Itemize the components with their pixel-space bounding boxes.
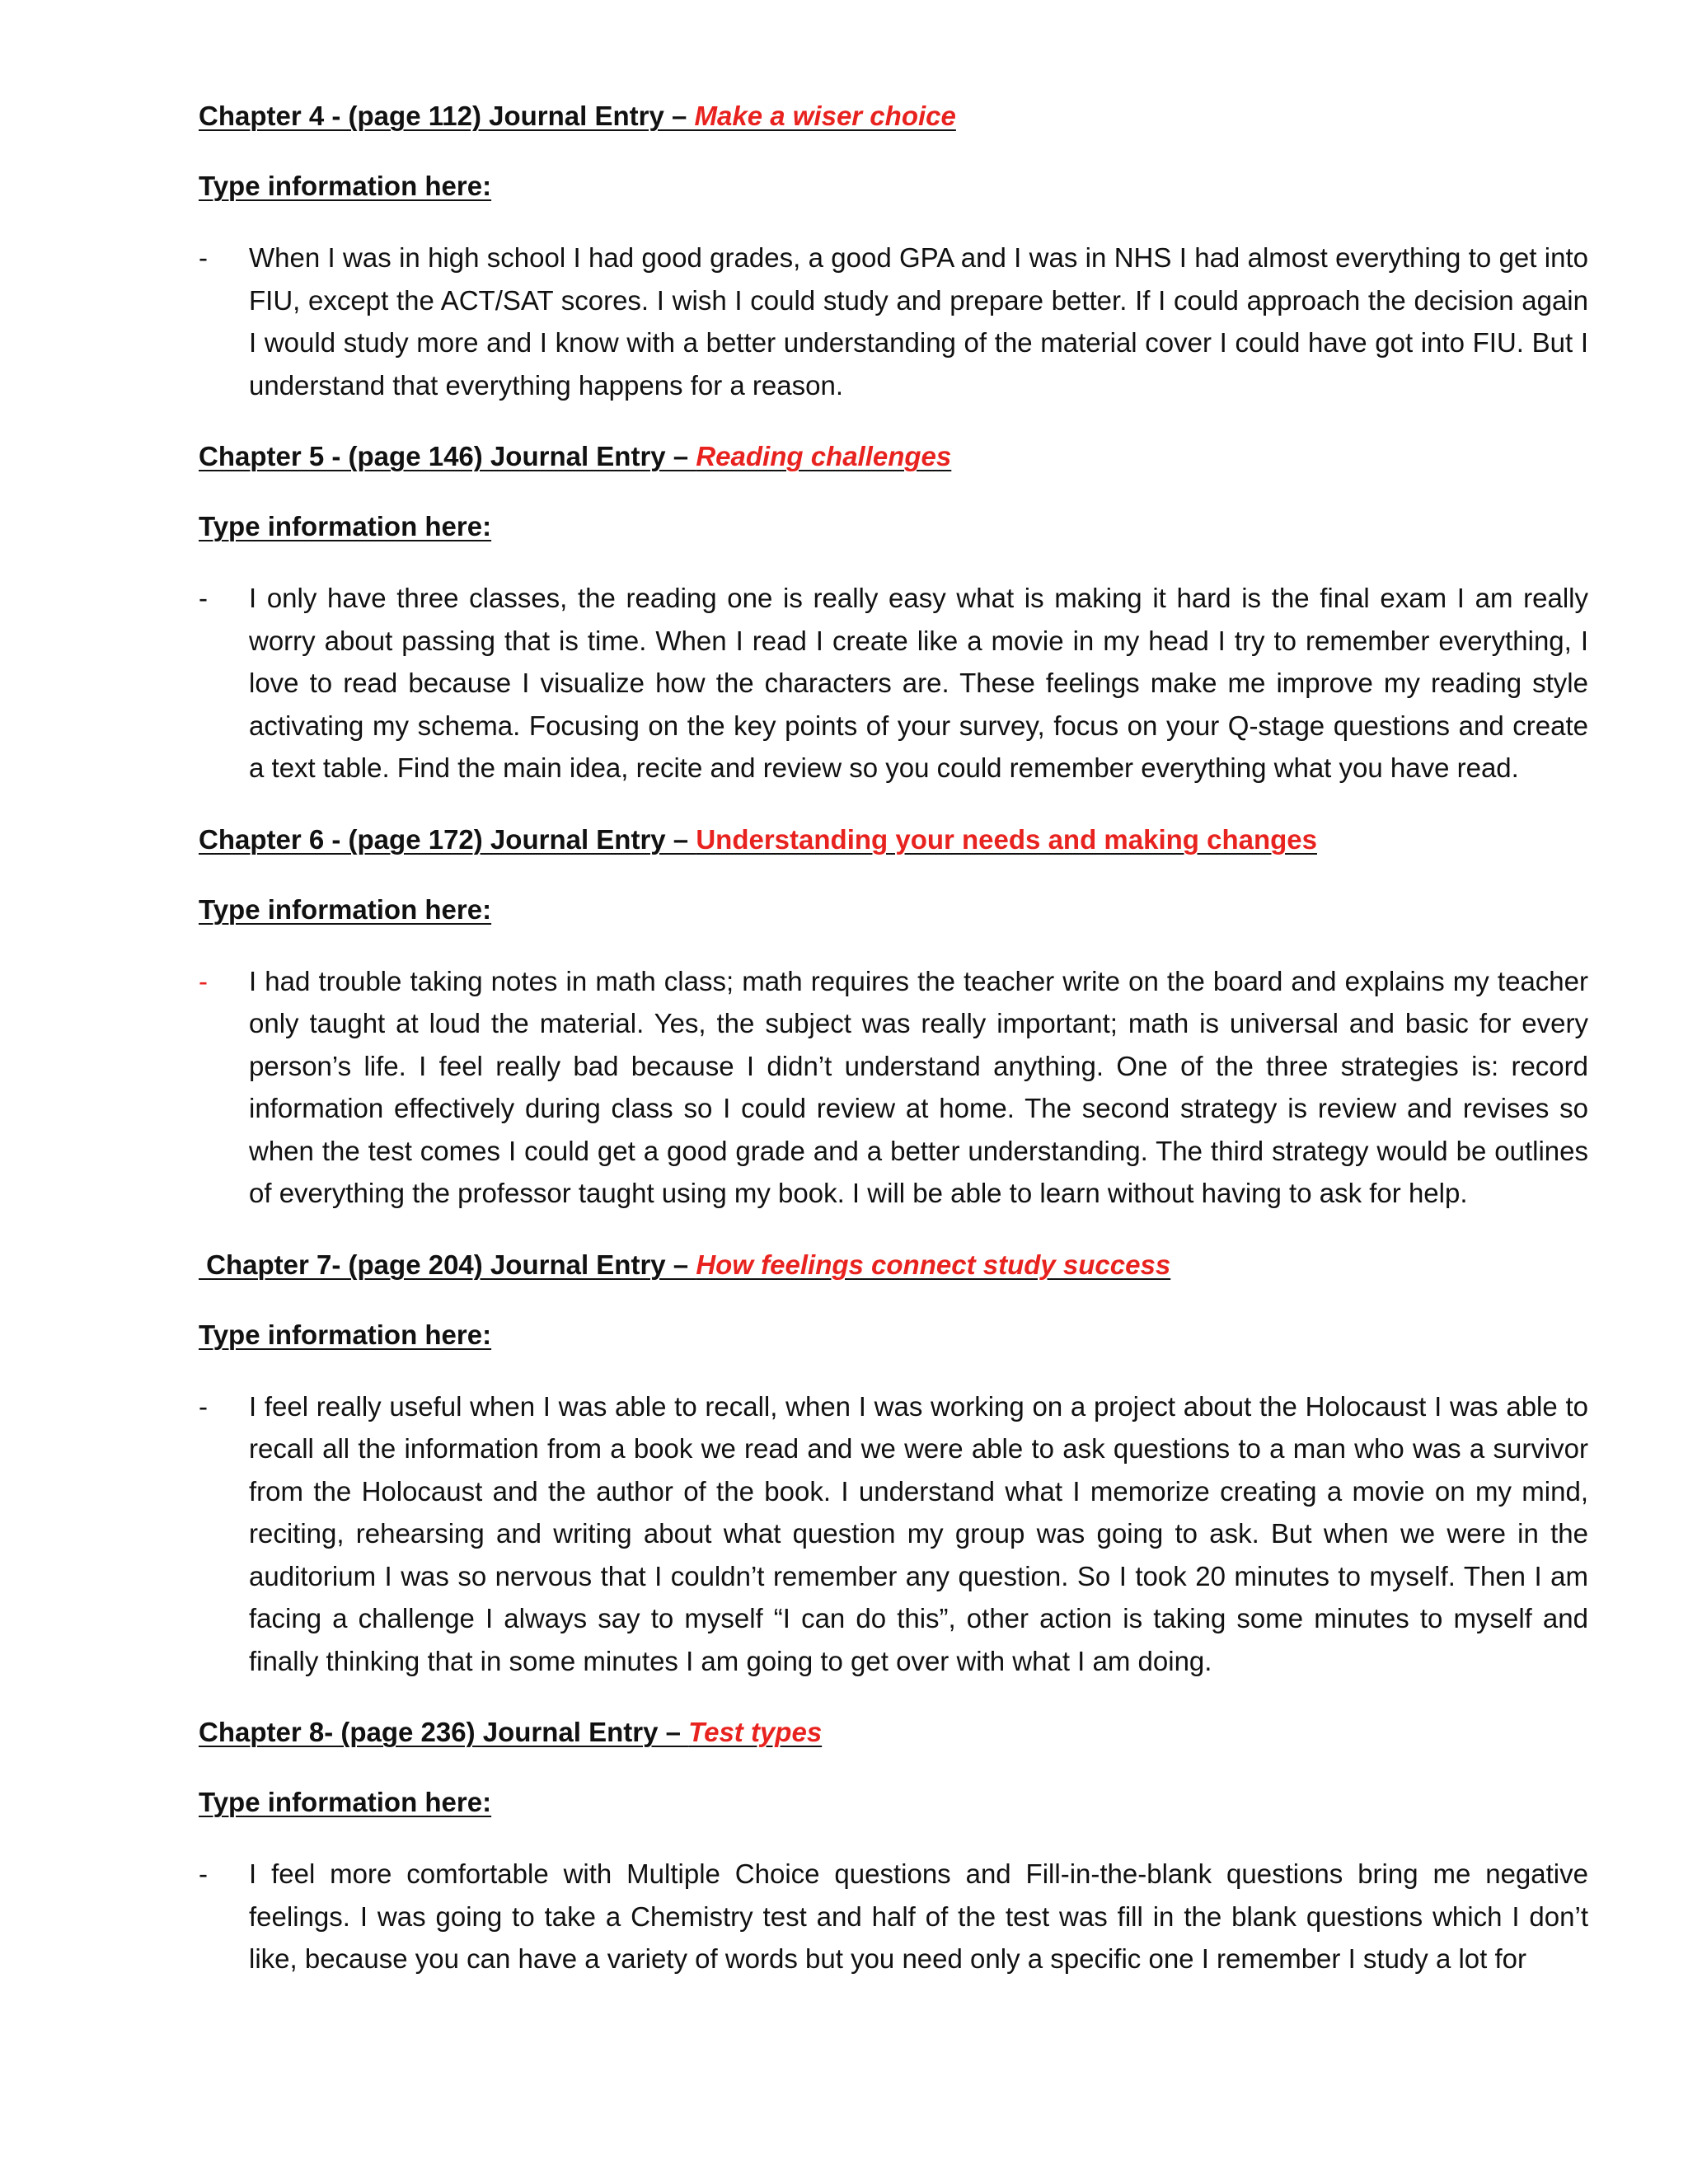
journal-section-chapter-5 bbox=[199, 438, 1588, 790]
journal-entry bbox=[199, 1853, 1588, 1980]
chapter-heading-topic: Make a wiser choice bbox=[694, 101, 956, 131]
journal-entry bbox=[199, 577, 1588, 790]
journal-section-chapter-8 bbox=[199, 1713, 1588, 1980]
chapter-heading-label: Chapter 5 - (page 146) Journal Entry – bbox=[199, 441, 696, 471]
journal-entry-text: I feel more comfortable with Multiple Choice questions and Fill-in-the-blank questions bring me negative feelings. I was going to take a Chemistry test and half of the test was fill in the blank questions which I don’t like, because you can have a variety of words but you need only a specific one I remember I study a lot for bbox=[249, 1858, 1588, 1974]
bullet-dash: - bbox=[199, 242, 208, 273]
type-information-prompt: Type information here: bbox=[199, 893, 492, 925]
chapter-heading bbox=[199, 1246, 1588, 1284]
bullet-dash: - bbox=[199, 583, 208, 613]
chapter-heading-topic: How feelings connect study success bbox=[696, 1249, 1171, 1280]
chapter-heading-topic: Test types bbox=[688, 1717, 823, 1747]
chapter-heading-label: Chapter 6 - (page 172) Journal Entry – bbox=[199, 823, 696, 855]
type-information-prompt: Type information here: bbox=[199, 511, 492, 541]
journal-content bbox=[199, 97, 1588, 1980]
journal-entry bbox=[199, 237, 1588, 406]
journal-entry bbox=[199, 960, 1588, 1215]
chapter-heading bbox=[199, 1713, 1588, 1751]
journal-entry-text: I had trouble taking notes in math class; math requires the teacher write on the board and explains my teacher only taught at loud the material. Yes, the subject was really important; math is universal and basic for every person’s life. I feel really bad because I didn’t understand anything. One of the three strategies is: record information effectively during class so I could review at home. The second strategy is review and revises so when the test comes I could get a good grade and a better understanding. The third strategy would be outlines of everything the professor taught using my book. I will be able to learn without having to ask for help. bbox=[249, 965, 1588, 1208]
journal-entry-text: When I was in high school I had good grades, a good GPA and I was in NHS I had almost everything to get into FIU, except the ACT/SAT scores. I wish I could study and prepare better. If I could approach the decision again I would study more and I know with a better understanding of the material cover I could have got into FIU. But I understand that everything happens for a reason. bbox=[249, 242, 1588, 401]
journal-section-chapter-4 bbox=[199, 97, 1588, 406]
type-information-prompt: Type information here: bbox=[199, 1319, 492, 1350]
bullet-dash: - bbox=[199, 1858, 208, 1889]
type-information-prompt: Type information here: bbox=[199, 171, 492, 201]
chapter-heading-label: Chapter 7- (page 204) Journal Entry – bbox=[199, 1249, 696, 1280]
journal-section-chapter-7 bbox=[199, 1246, 1588, 1683]
type-information-prompt: Type information here: bbox=[199, 1787, 492, 1817]
journal-entry-text: I feel really useful when I was able to recall, when I was working on a project about the Holocaust I was able to recall all the information from a book we read and we were able to ask questions to a man who was a survivor from the Holocaust and the author of the book. I understand what I memorize creating a movie on my mind, reciting, rehearsing and writing about what question my group was going to ask. But when we were in the auditorium I was so nervous that I couldn’t remember any question. So I took 20 minutes to myself. Then I am facing a challenge I always say to myself “I can do this”, other action is taking some minutes to myself and finally thinking that in some minutes I am going to get over with what I am doing. bbox=[249, 1390, 1588, 1676]
journal-section-chapter-6 bbox=[199, 821, 1588, 1215]
chapter-heading-label: Chapter 8- (page 236) Journal Entry – bbox=[199, 1717, 689, 1747]
bullet-dash: - bbox=[199, 965, 208, 996]
bullet-dash: - bbox=[199, 1390, 208, 1422]
chapter-heading bbox=[199, 97, 1588, 135]
chapter-heading bbox=[199, 438, 1588, 476]
journal-entry bbox=[199, 1385, 1588, 1683]
journal-entry-text: I only have three classes, the reading one is really easy what is making it hard is the final exam I am really worry about passing that is time. When I read I create like a movie in my head I try to remember everything, I love to read because I visualize how the characters are. These feelings make me improve my reading style activating my schema. Focusing on the key points of your survey, focus on your Q-stage questions and create a text table. Find the main idea, recite and review so you could remember everything what you have read. bbox=[249, 583, 1588, 783]
chapter-heading bbox=[199, 821, 1588, 859]
chapter-heading-topic: Understanding your needs and making changes bbox=[696, 823, 1317, 855]
chapter-heading-topic: Reading challenges bbox=[696, 441, 952, 471]
chapter-heading-label: Chapter 4 - (page 112) Journal Entry – bbox=[199, 101, 695, 131]
